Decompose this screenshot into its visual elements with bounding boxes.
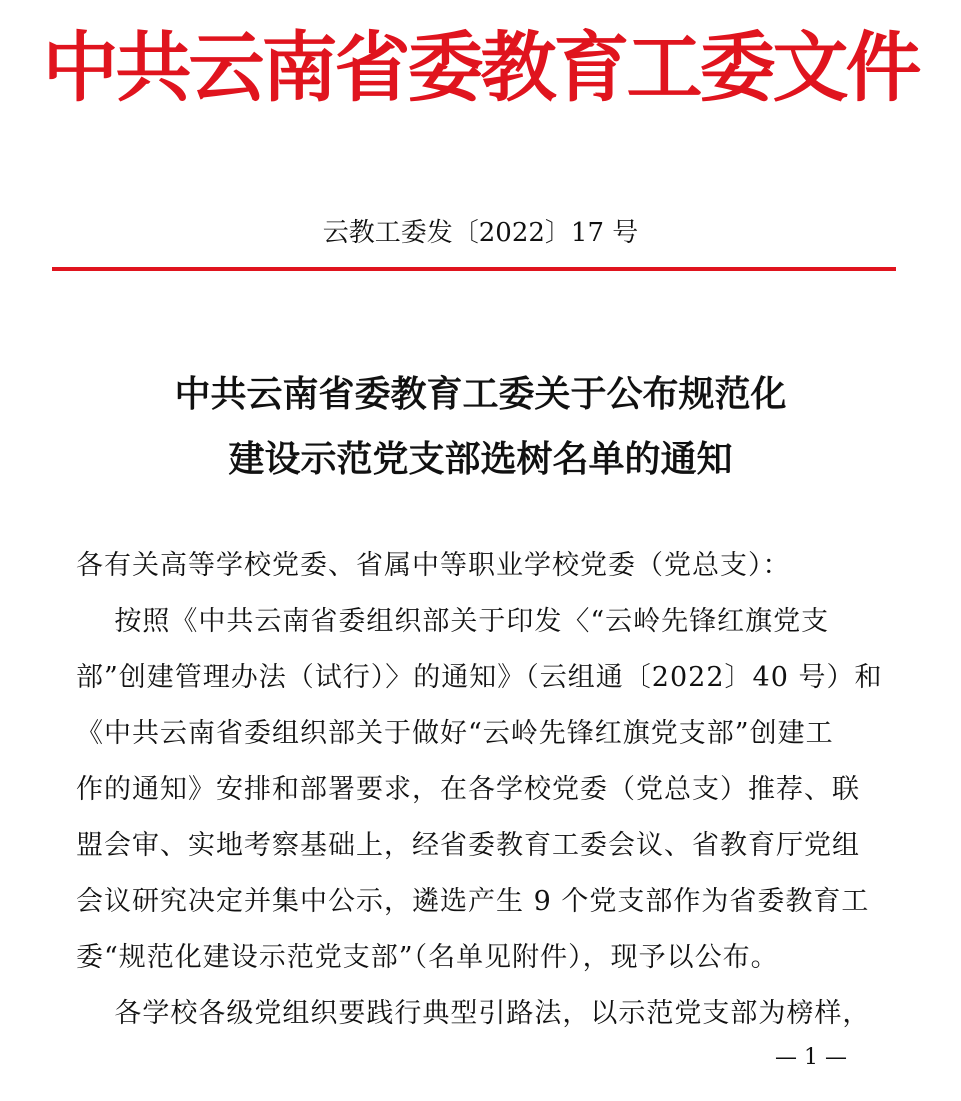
salutation: 各有关高等学校党委、省属中等职业学校党委（党总支）：	[76, 550, 791, 581]
body-line: 盟会审、实地考察基础上，经省委教育工委会议、省教育厅党组	[76, 830, 860, 861]
body-line: 委“规范化建设示范党支部”（名单见附件），现予以公布。	[76, 942, 779, 973]
body-line: 会议研究决定并集中公示，遴选产生 9 个党支部作为省委教育工	[76, 886, 870, 917]
red-divider-line	[52, 267, 896, 271]
page-number: — 1 —	[775, 1045, 847, 1070]
body-line: 《中共云南省委组织部关于做好“云岭先锋红旗党支部”创建工	[76, 718, 834, 749]
body-line: 各学校各级党组织要践行典型引路法，以示范党支部为榜样，	[76, 998, 871, 1029]
body-line: 部”创建管理办法（试行）〉的通知》（云组通〔2022〕40 号）和	[76, 662, 883, 693]
body-line: 按照《中共云南省委组织部关于印发〈“云岭先锋红旗党支	[76, 606, 830, 637]
document-number: 云教工委发〔2022〕17 号	[322, 218, 639, 248]
body-line: 作的通知》安排和部署要求，在各学校党委（党总支）推荐、联	[76, 774, 860, 805]
masthead-title: 中共云南省委教育工委文件	[42, 23, 919, 112]
notice-title-line-2: 建设示范党支部选树名单的通知	[228, 439, 733, 480]
notice-title-line-1: 中共云南省委教育工委关于公布规范化	[174, 374, 787, 415]
